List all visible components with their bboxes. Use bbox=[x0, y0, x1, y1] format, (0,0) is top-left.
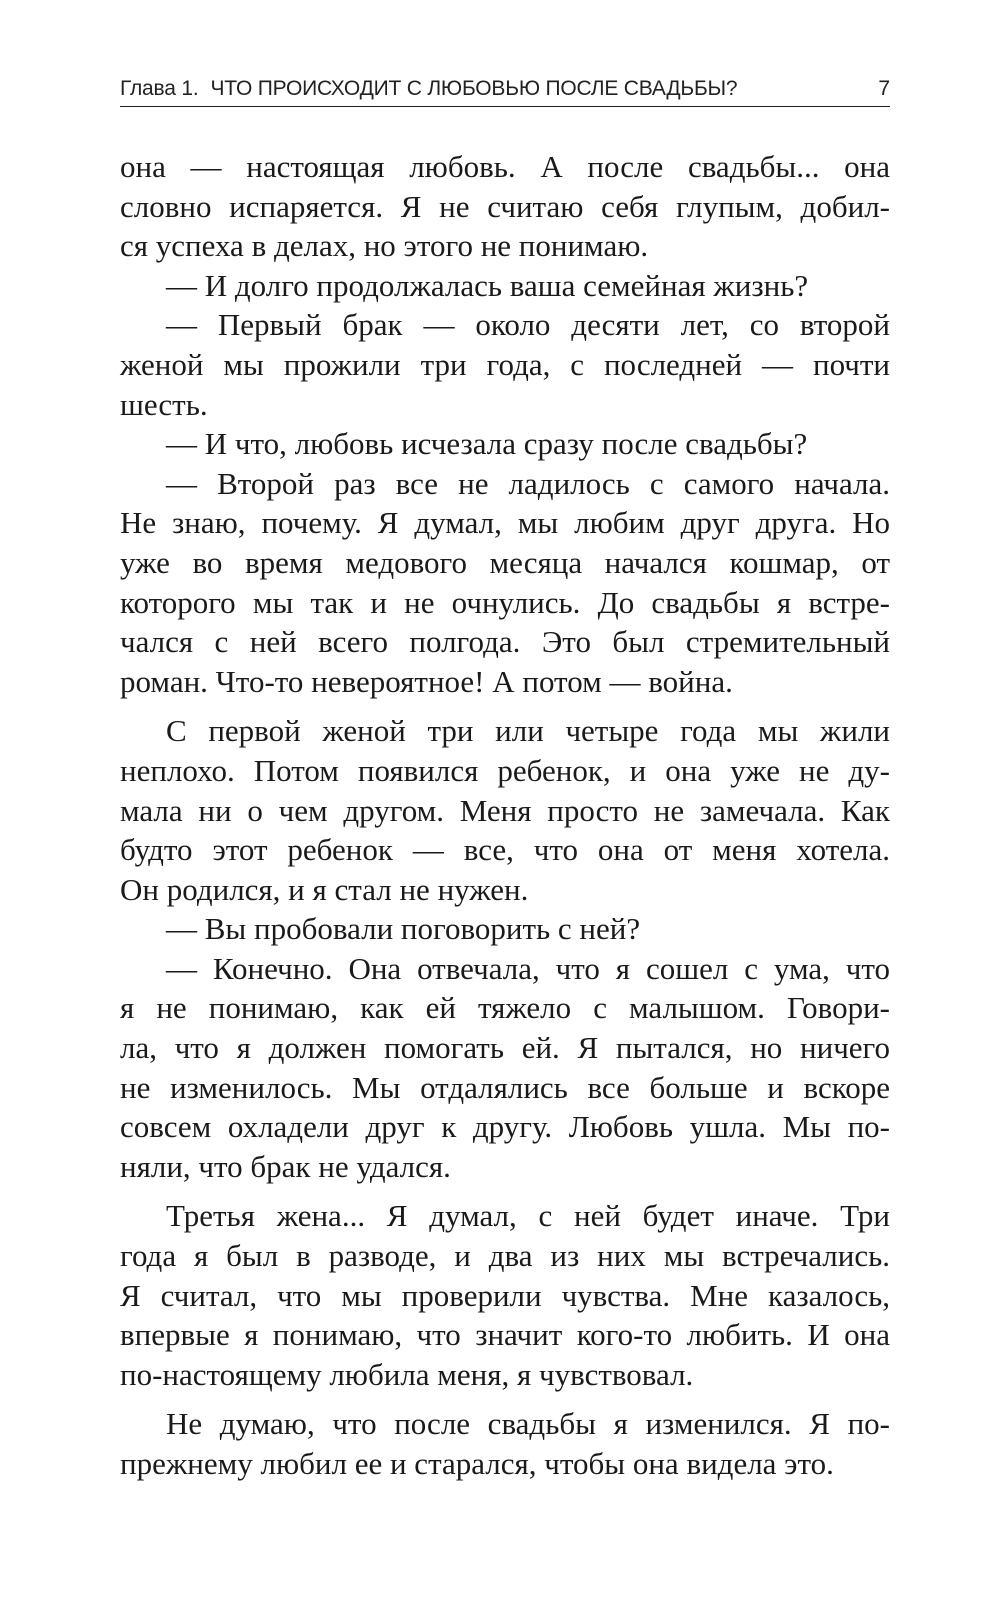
body-text bbox=[120, 147, 890, 1484]
text-line: будто этот ребенок — все, что она от меня хотела. bbox=[120, 832, 890, 868]
chapter-label: Глава 1. bbox=[120, 77, 199, 100]
text-line: Я считал, что мы проверили чувства. Мне казалось, bbox=[120, 1277, 890, 1313]
text-line: — И что, любовь исчезала сразу после свадьбы? bbox=[166, 426, 808, 462]
chapter-heading bbox=[120, 72, 737, 106]
text-line: года я был в разводе, и два из них мы встречались. bbox=[120, 1238, 890, 1274]
text-line: ла, что я должен помогать ей. Я пытался, но ничего bbox=[120, 1030, 890, 1066]
text-line: не изменилось. Мы отдалялись все больше и вскоре bbox=[120, 1069, 890, 1105]
text-line: чался с ней всего полгода. Это был стремительный bbox=[120, 624, 890, 660]
text-line: по-настоящему любила меня, я чувствовал. bbox=[120, 1356, 694, 1392]
text-line: которого мы так и не очнулись. До свадьбы я встре- bbox=[120, 584, 890, 620]
chapter-title: ЧТО ПРОИСХОДИТ С ЛЮБОВЬЮ ПОСЛЕ СВАДЬБЫ? bbox=[210, 77, 738, 100]
text-line: — Вы пробовали поговорить с ней? bbox=[166, 911, 641, 947]
text-line: неплохо. Потом появился ребенок, и она уже не ду- bbox=[120, 752, 890, 788]
text-line: мала ни о чем другом. Меня просто не замечала. Как bbox=[120, 792, 890, 828]
running-header bbox=[120, 72, 890, 107]
text-line: Не думаю, что после свадьбы я изменился. Я по- bbox=[166, 1406, 890, 1442]
text-line: ся успеха в делах, но этого не понимаю. bbox=[120, 228, 649, 264]
text-line: — Первый брак — около десяти лет, со второй bbox=[166, 307, 890, 343]
text-line: С первой женой три или четыре года мы жили bbox=[166, 713, 890, 749]
text-line: уже во время медового месяца начался кошмар, от bbox=[120, 544, 890, 580]
paragraph-gap bbox=[120, 1394, 890, 1404]
text-line: она — настоящая любовь. А после свадьбы... она bbox=[120, 149, 890, 184]
text-line: совсем охладели друг к другу. Любовь ушла. Мы по- bbox=[120, 1109, 890, 1145]
paragraph-gap bbox=[120, 701, 890, 711]
text-line: прежнему любил ее и старался, чтобы она видела это. bbox=[120, 1446, 834, 1481]
paragraph-gap bbox=[120, 1186, 890, 1196]
text-line: Он родился, и я стал не нужен. bbox=[120, 871, 529, 907]
text-line: няли, что брак не удался. bbox=[120, 1148, 451, 1184]
text-line: Не знаю, почему. Я думал, мы любим друг друга. Но bbox=[120, 505, 890, 541]
text-line: словно испаряется. Я не считаю себя глупым, добил- bbox=[120, 188, 890, 224]
page-number: 7 bbox=[878, 77, 890, 100]
text-line: — И долго продолжалась ваша семейная жизнь? bbox=[166, 267, 809, 303]
text-line: — Конечно. Она отвечала, что я сошел с ума, что bbox=[166, 950, 890, 986]
text-line: Третья жена... Я думал, с ней будет иначе. Три bbox=[166, 1198, 890, 1234]
text-line: впервые я понимаю, что значит кого-то любить. И она bbox=[120, 1317, 890, 1353]
text-line: — Второй раз все не ладилось с самого начала. bbox=[166, 465, 890, 501]
text-line: роман. Что-то невероятное! А потом — война. bbox=[120, 663, 733, 699]
text-line: шесть. bbox=[120, 386, 208, 422]
text-line: женой мы прожили три года, с последней — почти bbox=[120, 346, 890, 382]
text-line: я не понимаю, как ей тяжело с малышом. Говори- bbox=[120, 990, 890, 1026]
